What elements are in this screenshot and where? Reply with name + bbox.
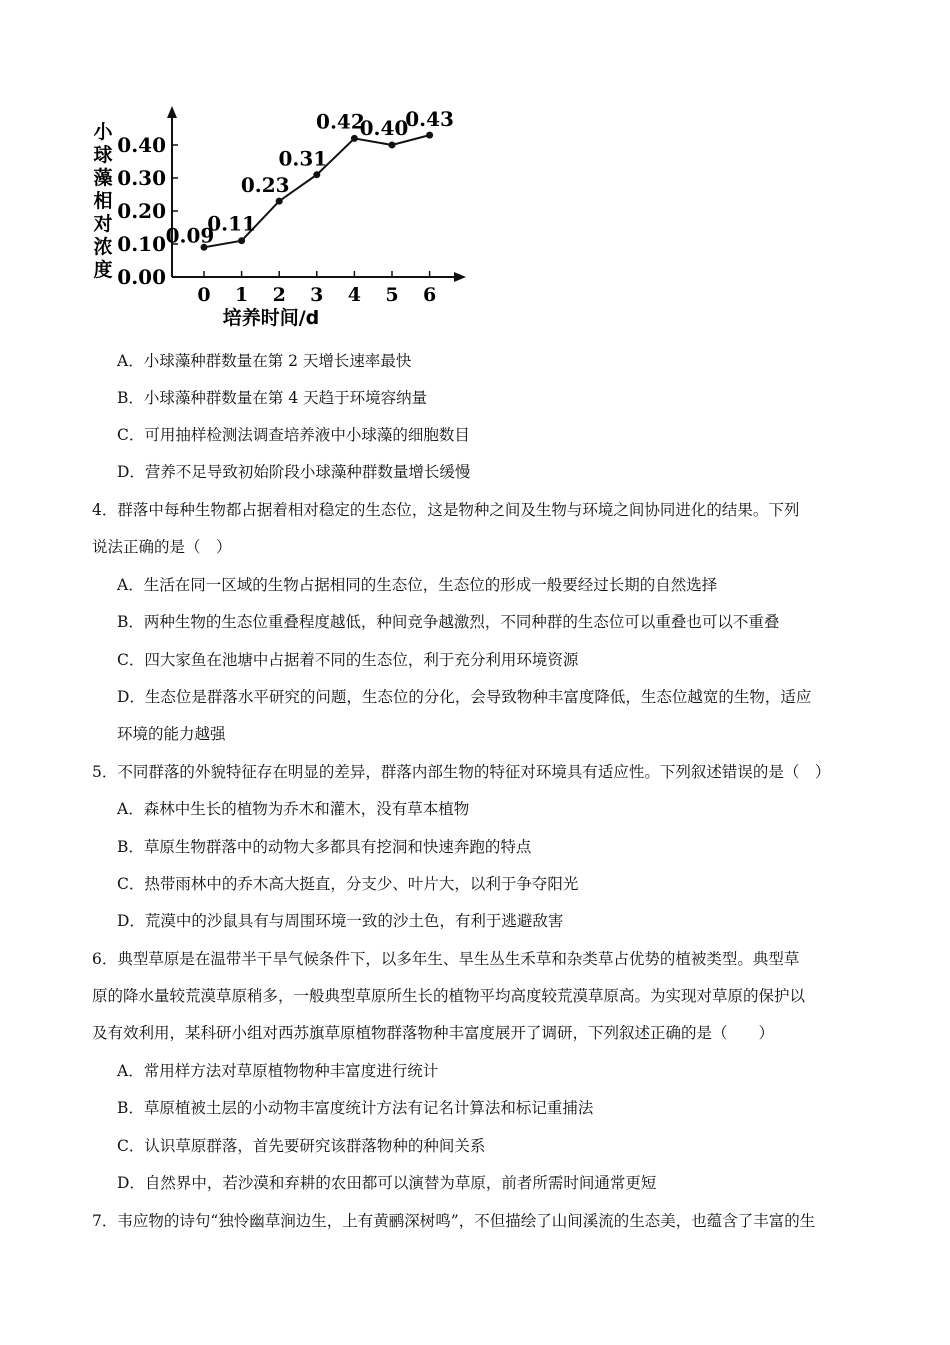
data-point: [351, 135, 358, 142]
data-label: 0.31: [278, 146, 328, 171]
data-point: [313, 171, 320, 178]
data-labels: [166, 107, 454, 247]
q4-stem-line1: 4．群落中每种生物都占据着相对稳定的生态位，这是物种之间及生物与环境之间协同进化的结果。下列: [92, 501, 800, 519]
x-tick-label: 1: [234, 284, 249, 306]
x-tick-label: 4: [347, 284, 362, 306]
x-tick-label: 0: [197, 284, 211, 306]
q5-stem: 5．不同群落的外貌特征存在明显的差异，群落内部生物的特征对环境具有适应性。下列叙述错误的是（ ）: [92, 763, 831, 781]
y-tick-label: 0.00: [117, 265, 166, 289]
y-tick-label: 0.10: [117, 232, 166, 256]
q6-option-d: D．自然界中，若沙漠和弃耕的农田都可以演替为草原，前者所需时间通常更短: [117, 1174, 657, 1192]
q6-option-c: C．认识草原群落，首先要研究该群落物种的种间关系: [117, 1137, 486, 1155]
y-tick-label: 0.20: [117, 199, 166, 223]
q7-stem-line1: 7．韦应物的诗句“独怜幽草涧边生，上有黄鹂深树鸣”，不但描绘了山间溪流的生态美，也蕴含了丰富的生: [92, 1212, 816, 1230]
data-point: [238, 237, 245, 244]
q4-option-a: A．生活在同一区域的生物占据相同的生态位，生态位的形成一般要经过长期的自然选择: [117, 576, 718, 594]
data-label: 0.40: [359, 116, 409, 140]
q4-stem-line2: 说法正确的是（ ）: [92, 538, 232, 556]
q4-option-b: B．两种生物的生态位重叠程度越低，种间竞争越激烈，不同种群的生态位可以重叠也可以不重叠: [117, 613, 780, 631]
y-tick-labels: [117, 133, 178, 289]
data-label: 0.43: [405, 107, 454, 132]
y-tick-label: 0.30: [117, 166, 166, 190]
population-line-chart: [88, 100, 473, 332]
data-label: 0.09: [165, 223, 215, 248]
y-tick-label: 0.40: [117, 133, 166, 157]
q5-option-c: C．热带雨林中的乔木高大挺直，分支少、叶片大，以利于争夺阳光: [117, 875, 579, 893]
data-point: [276, 198, 283, 205]
q4-option-d-cont: 环境的能力越强: [117, 725, 226, 743]
q4-option-d: D．生态位是群落水平研究的问题，生态位的分化，会导致物种丰富度降低，生态位越宽的生物，适应: [117, 688, 812, 706]
q3-option-a: A．小球藻种群数量在第 2 天增长速率最快: [117, 352, 412, 370]
x-tick-label: 5: [385, 284, 399, 306]
x-axis-label: 培养时间/d: [222, 307, 320, 329]
q6-option-b: B．草原植被土层的小动物丰富度统计方法有记名计算法和标记重捕法: [117, 1099, 594, 1117]
data-point: [426, 132, 433, 139]
q5-option-d: D．荒漠中的沙鼠具有与周围环境一致的沙土色，有利于逃避敌害: [117, 912, 564, 930]
q5-option-b: B．草原生物群落中的动物大多都具有挖洞和快速奔跑的特点: [117, 838, 532, 856]
x-tick-label: 3: [310, 284, 324, 306]
data-label: 0.23: [240, 173, 290, 198]
q6-option-a: A．常用样方法对草原植物物种丰富度进行统计: [117, 1062, 439, 1080]
q4-option-c: C．四大家鱼在池塘中占据着不同的生态位，利于充分利用环境资源: [117, 651, 579, 669]
q6-stem-line2: 原的降水量较荒漠草原稍多，一般典型草原所生长的植物平均高度较荒漠草原高。为实现对草原的保护以: [92, 987, 806, 1005]
data-label: 0.11: [207, 211, 256, 236]
q6-stem-line3: 及有效利用，某科研小组对西苏旗草原植物群落物种丰富度展开了调研，下列叙述正确的是（ ）: [92, 1024, 775, 1042]
q5-option-a: A．森林中生长的植物为乔木和灌木，没有草本植物: [117, 800, 470, 818]
q3-option-b: B．小球藻种群数量在第 4 天趋于环境容纳量: [117, 389, 428, 407]
x-tick-label: 6: [422, 284, 437, 306]
data-label: 0.42: [316, 109, 365, 134]
x-axis-arrow: [454, 272, 466, 282]
y-axis-arrow: [167, 106, 177, 118]
y-axis-label: 小球藻相对浓度: [93, 121, 113, 281]
x-tick-label: 2: [272, 284, 286, 306]
data-point: [389, 142, 396, 149]
q3-option-c: C．可用抽样检测法调查培养液中小球藻的细胞数目: [117, 426, 470, 444]
q3-option-d: D．营养不足导致初始阶段小球藻种群数量增长缓慢: [117, 463, 471, 481]
q6-stem-line1: 6．典型草原是在温带半干旱气候条件下，以多年生、旱生丛生禾草和杂类草占优势的植被类型。典型草: [92, 950, 800, 968]
